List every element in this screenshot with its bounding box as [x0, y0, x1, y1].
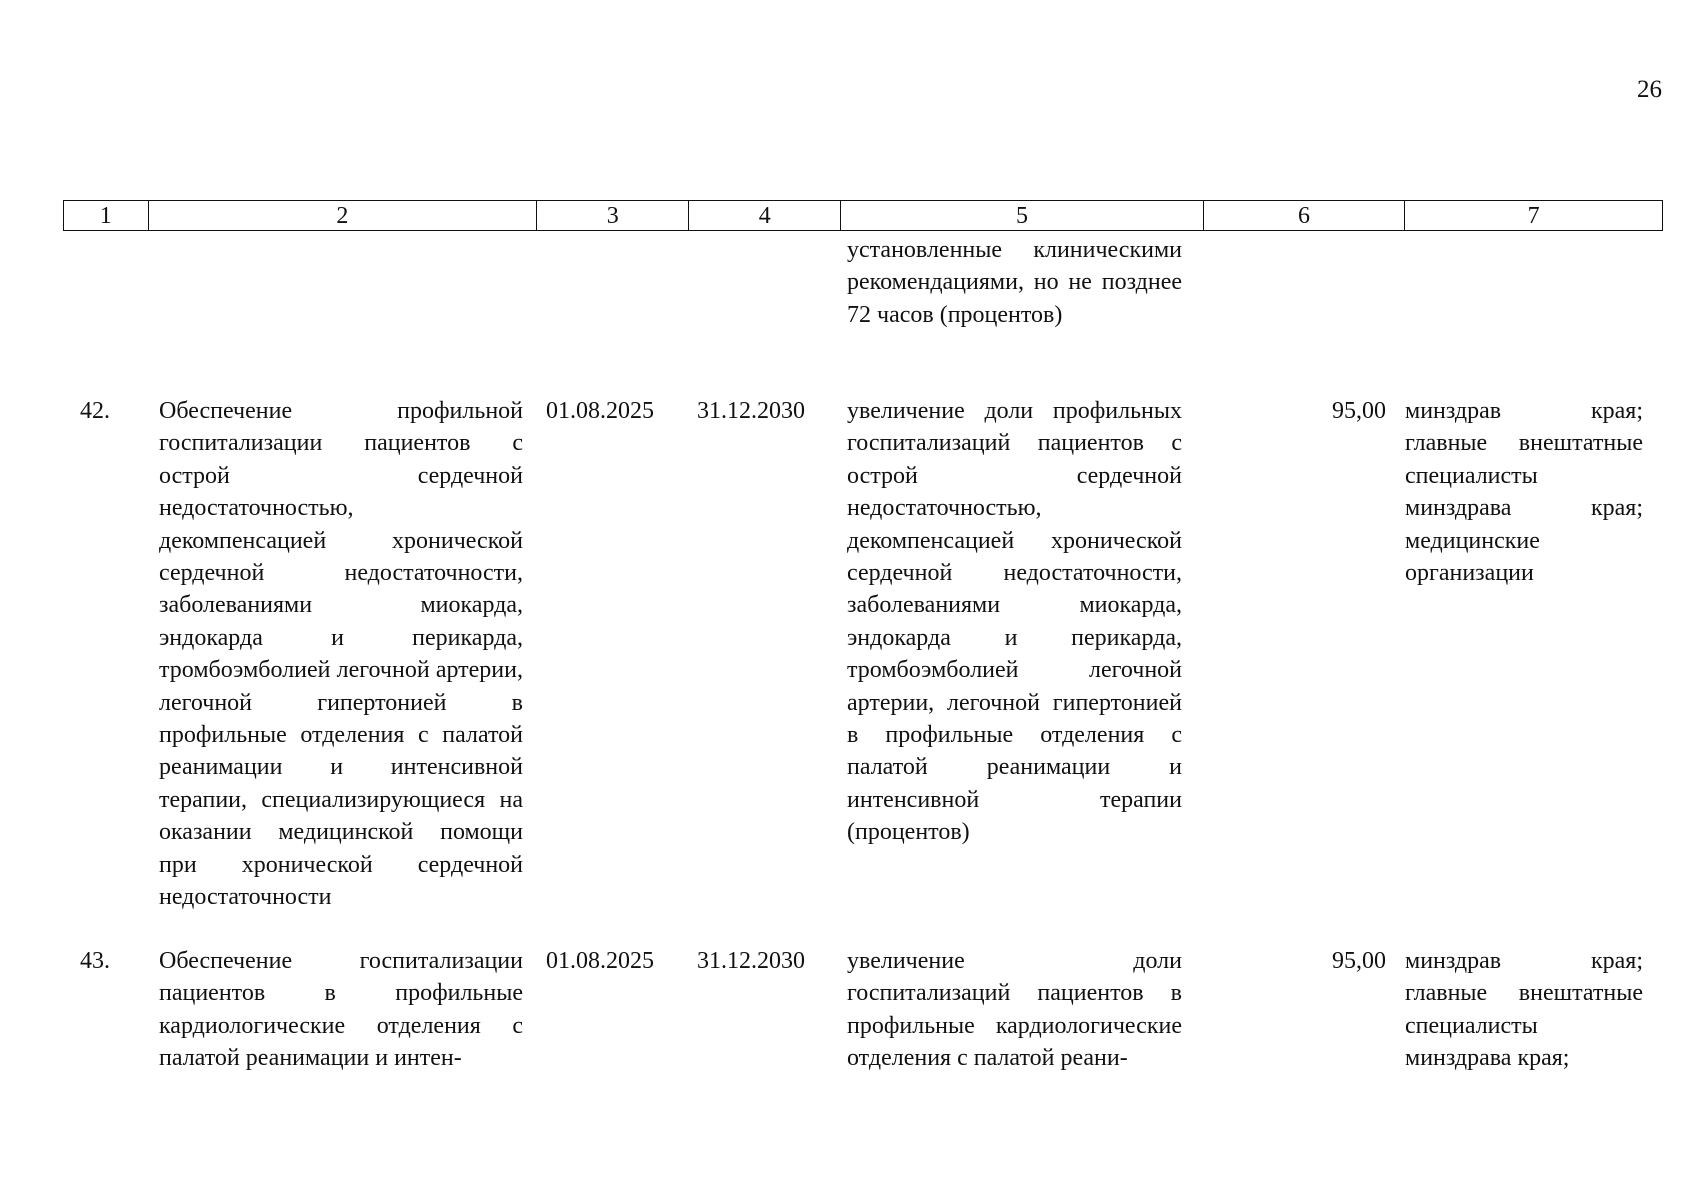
end-date: 31.12.2030	[697, 948, 805, 974]
responsible-text: минздрав края; главные внештатные специалисты минздрава края;	[1405, 948, 1643, 1072]
start-date: 01.08.2025	[546, 398, 654, 424]
column-number-header	[63, 200, 1663, 231]
page-number: 26	[1637, 76, 1662, 103]
column-header-1: 1	[64, 201, 149, 231]
indicator-value: 95,00	[1332, 948, 1386, 974]
indicator-text: увеличение доли госпитализаций пациентов в профильные кардиологические отделения с палатой реани-	[847, 948, 1182, 1072]
measure-text: Обеспечение профильной госпитализации пациентов с острой сердечной недостаточностью, декомпенсацией хронической сердечной недостаточности, заболеваниями миокарда, эндокарда и перикарда, тромбоэмболией легочной артерии, легочной гипертонией в профильные отделения с палатой реанимации и интенсивной терапии, специализирующиеся на оказании медицинской помощи при хронической сердечной недостаточности	[159, 398, 523, 911]
row-number: 42.	[80, 398, 110, 424]
end-date: 31.12.2030	[697, 398, 805, 424]
measure-text: Обеспечение госпитализации пациентов в профильные кардиологические отделения с палатой реанимации и интен-	[159, 948, 523, 1072]
column-header-4: 4	[689, 201, 841, 231]
column-header-3: 3	[537, 201, 689, 231]
continuation-indicator-text: установленные клиническими рекомендациями, но не позднее 72 часов (процентов)	[847, 237, 1182, 328]
column-header-6: 6	[1203, 201, 1404, 231]
column-header-7: 7	[1405, 201, 1663, 231]
indicator-text: увеличение доли профильных госпитализаций пациентов с острой сердечной недостаточностью, декомпенсацией хронической сердечной недостаточности, заболеваниями миокарда, эндокарда и перикарда, тромбоэмболией легочной артерии, легочной гипертонией в профильные отделения с палатой реанимации и интенсивной терапии (процентов)	[847, 398, 1182, 846]
start-date: 01.08.2025	[546, 948, 654, 974]
indicator-value: 95,00	[1332, 398, 1386, 424]
column-header-5: 5	[841, 201, 1203, 231]
row-number: 43.	[80, 948, 110, 974]
column-header-2: 2	[148, 201, 537, 231]
responsible-text: минздрав края; главные внештатные специалисты минздрава края; медицинские организации	[1405, 398, 1643, 587]
